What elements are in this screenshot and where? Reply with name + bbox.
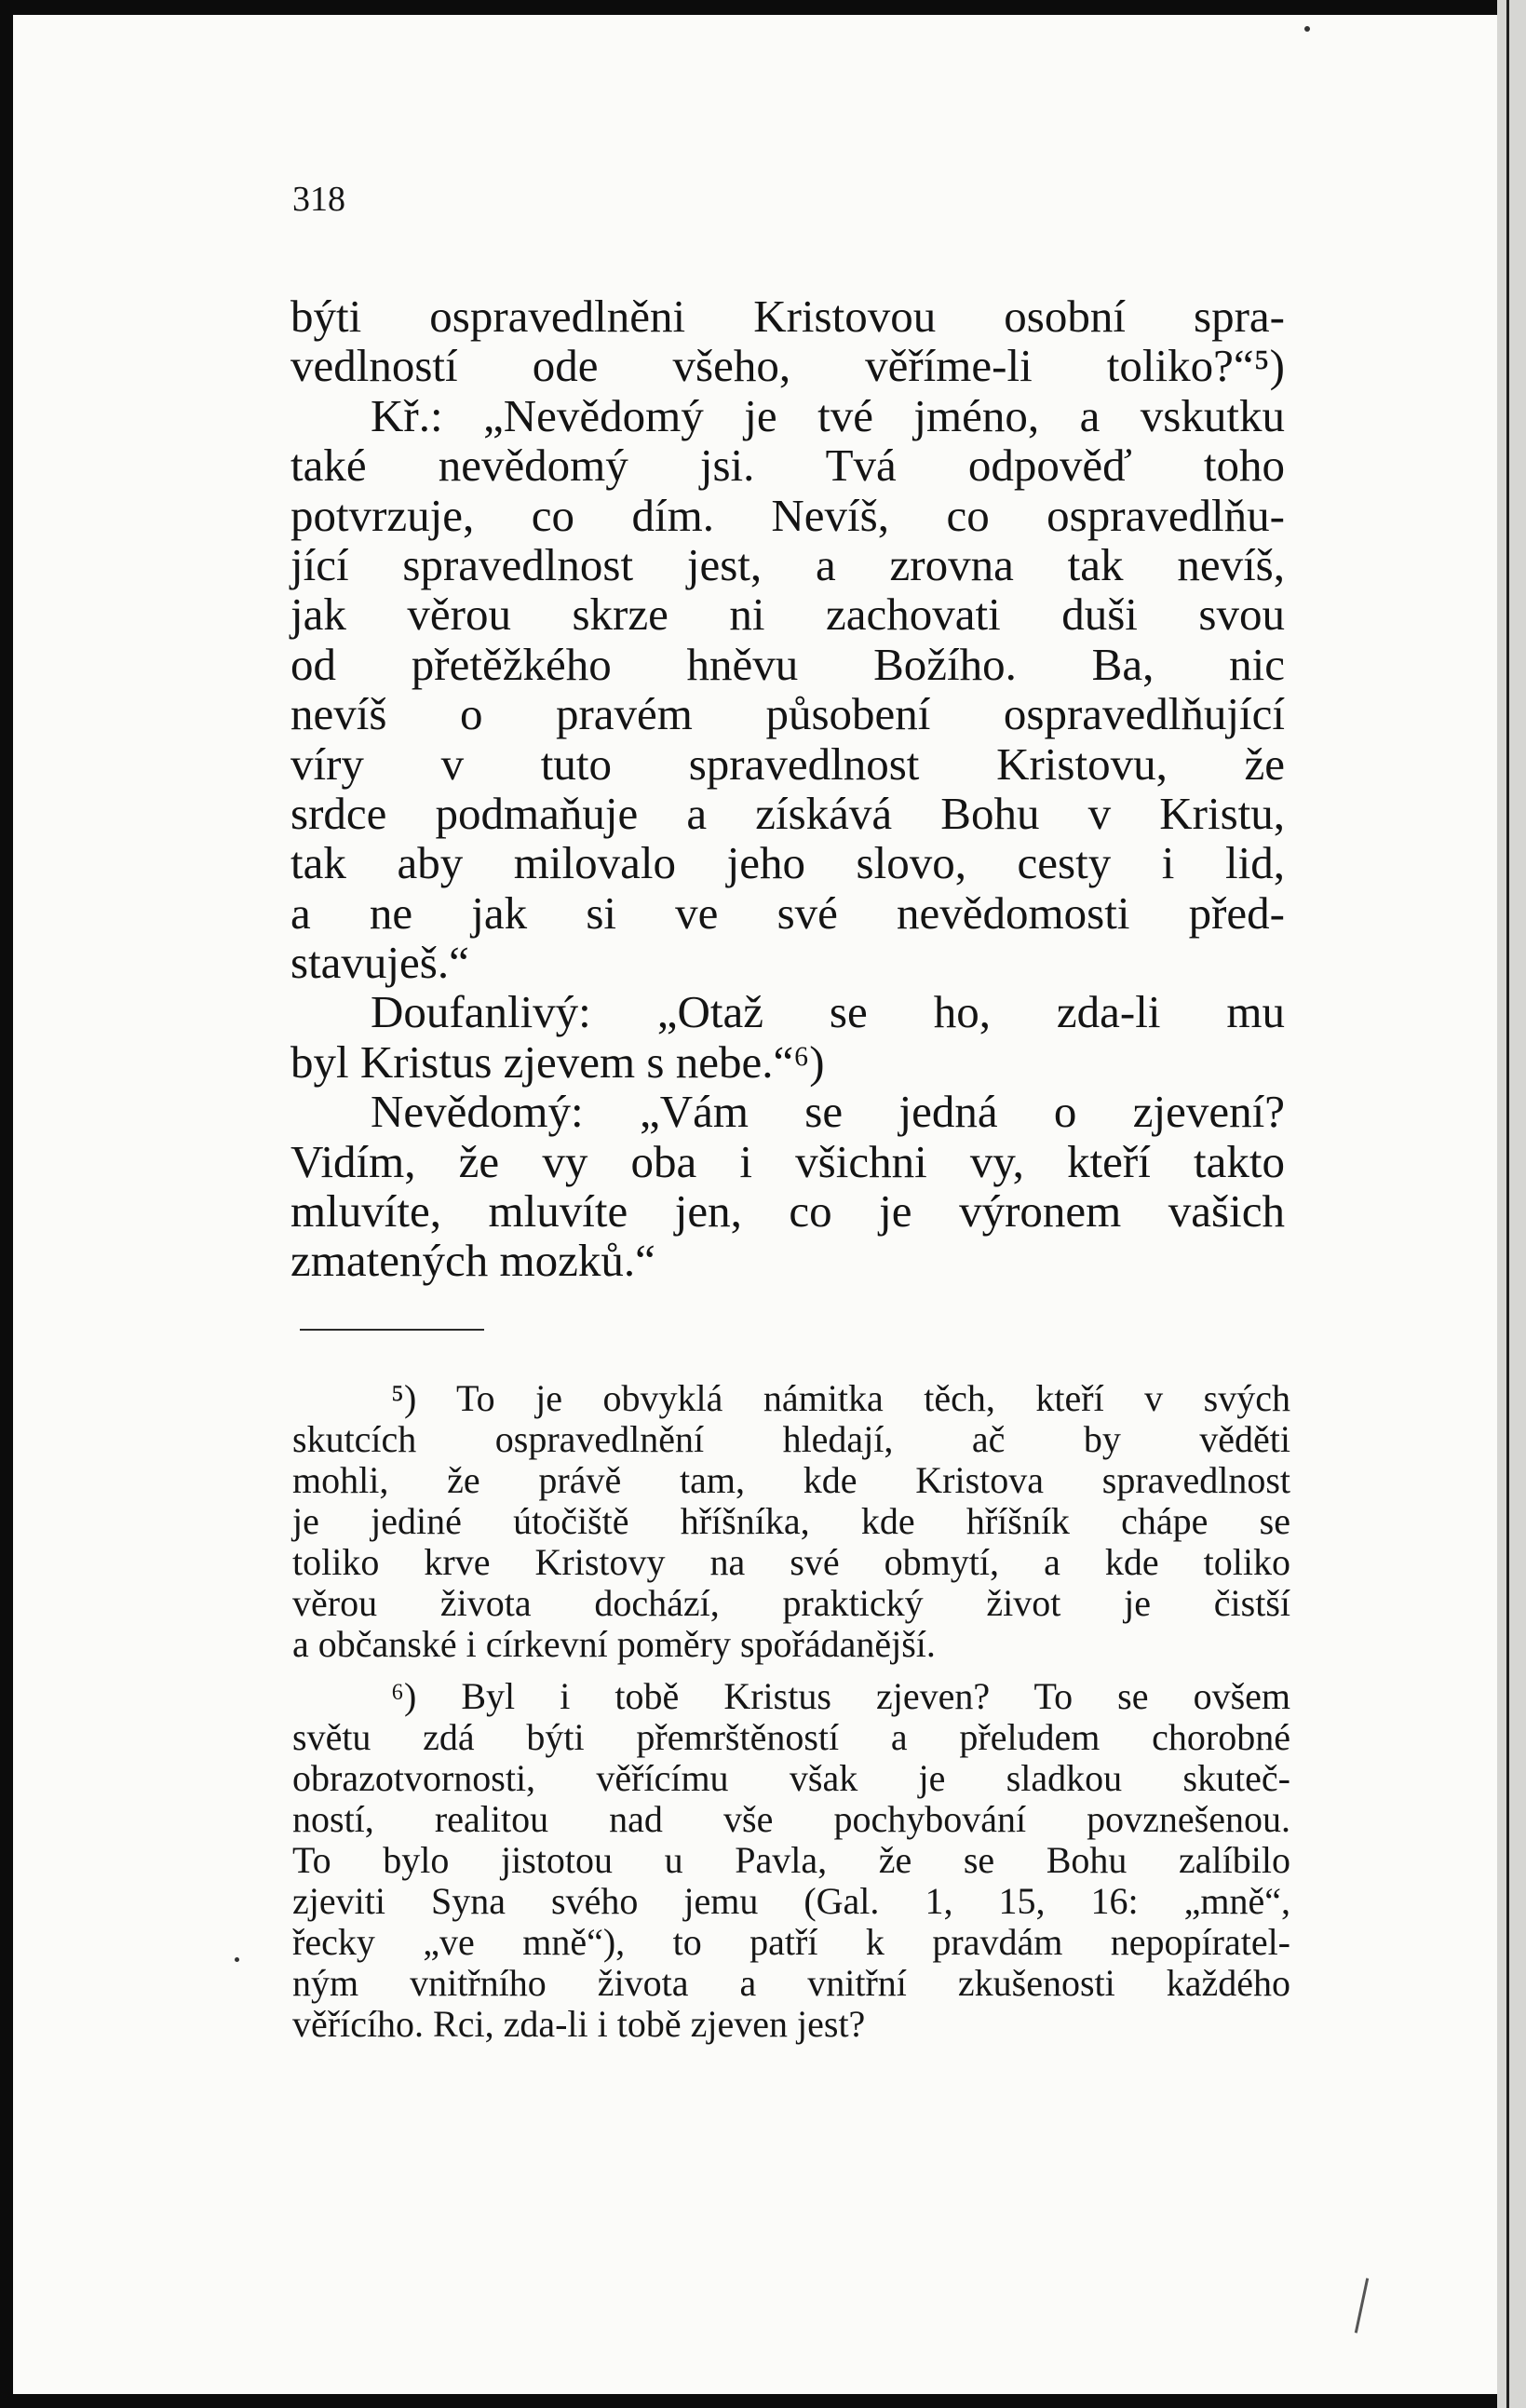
footnote-line: a občanské i církevní poměry spořádanější.: [292, 1623, 936, 1665]
footnote-line: věřícího. Rci, zda-li i tobě zjeven jest?: [292, 2003, 866, 2045]
text-line: vedlností ode všeho, věříme-li toliko?“⁵): [290, 340, 1285, 392]
text-line: víry v tuto spravedlnost Kristovu, že: [290, 737, 1285, 790]
footnote-line: ⁶) Byl i tobě Kristus zjeven? To se ovšem: [391, 1675, 1290, 1717]
footnotes: [292, 1378, 1290, 2045]
footnote-line: mohli, že právě tam, kde Kristova spravedlnost: [292, 1459, 1290, 1501]
footnote-line: světu zdá býti přemrštěností a přeludem chorobné: [292, 1716, 1290, 1758]
footnote-line: řecky „ve mně“), to patří k pravdám nepopíratel-: [292, 1921, 1290, 1963]
footnote-line: skutcích ospravedlnění hledají, ač by věděti: [292, 1418, 1290, 1460]
text-line: stavuješ.“: [290, 937, 469, 989]
footnote-line: ným vnitřního života a vnitřní zkušenosti každého: [292, 1962, 1290, 2004]
scan-edge-strip: [1497, 0, 1526, 2408]
footnote-line: obrazotvornosti, věřícímu však je sladkou skuteč-: [292, 1757, 1290, 1799]
footnote-line: ností, realitou nad vše pochybování povznešenou.: [292, 1798, 1290, 1840]
text-line: mluvíte, mluvíte jen, co je výronem vašich: [290, 1185, 1285, 1238]
text-line: zmatených mozků.“: [290, 1235, 655, 1287]
text-line: jící spravedlnost jest, a zrovna tak nevíš,: [290, 538, 1285, 590]
scan-edge-line: [1506, 0, 1509, 2408]
text-line: srdce podmaňuje a získává Bohu v Kristu,: [290, 787, 1285, 839]
main-text: [290, 291, 1285, 1286]
text-line: od přetěžkého hněvu Božího. Ba, nic: [290, 638, 1285, 690]
scan-speck: [235, 1957, 239, 1962]
footnote-line: věrou života dochází, praktický život je čistší: [292, 1582, 1290, 1624]
footnote-line: To bylo jistotou u Pavla, že se Bohu zalíbilo: [292, 1839, 1290, 1881]
footnote-5: [292, 1378, 1290, 1665]
text-line: byl Kristus zjevem s nebe.“⁶): [290, 1035, 825, 1088]
text-line: býti ospravedlněni Kristovou osobní spra-: [290, 291, 1285, 342]
text-line: jak věrou skrze ni zachovati duši svou: [290, 588, 1285, 641]
page-number: 318: [292, 180, 345, 219]
scan-speck: [1304, 26, 1310, 32]
text-line: nevíš o pravém působení ospravedlňující: [290, 688, 1285, 740]
footnote-separator: [300, 1329, 484, 1331]
text-line: a ne jak si ve své nevědomosti před-: [290, 886, 1285, 939]
text-line: Vidím, že vy oba i všichni vy, kteří takto: [290, 1135, 1285, 1187]
footnote-6: [292, 1676, 1290, 2045]
footnote-line: je jediné útočiště hříšníka, kde hříšník chápe se: [292, 1500, 1290, 1542]
text-line: Doufanlivý: „Otaž se ho, zda-li mu: [371, 986, 1285, 1038]
text-line: Nevědomý: „Vám se jedná o zjevení?: [371, 1086, 1285, 1138]
scan-mark: [1355, 2278, 1369, 2333]
text-line: potvrzuje, co dím. Nevíš, co ospravedlňu-: [290, 489, 1285, 541]
footnote-line: zjeviti Syna svého jemu (Gal. 1, 15, 16: „mně“,: [292, 1880, 1290, 1922]
footnote-line: toliko krve Kristovy na své obmytí, a kde toliko: [292, 1541, 1290, 1583]
text-line: také nevědomý jsi. Tvá odpověď toho: [290, 440, 1285, 492]
footnote-line: ⁵) To je obvyklá námitka těch, kteří v svých: [391, 1377, 1290, 1419]
text-line: Kř.: „Nevědomý je tvé jméno, a vskutku: [371, 389, 1285, 441]
text-line: tak aby milovalo jeho slovo, cesty i lid,: [290, 837, 1285, 889]
